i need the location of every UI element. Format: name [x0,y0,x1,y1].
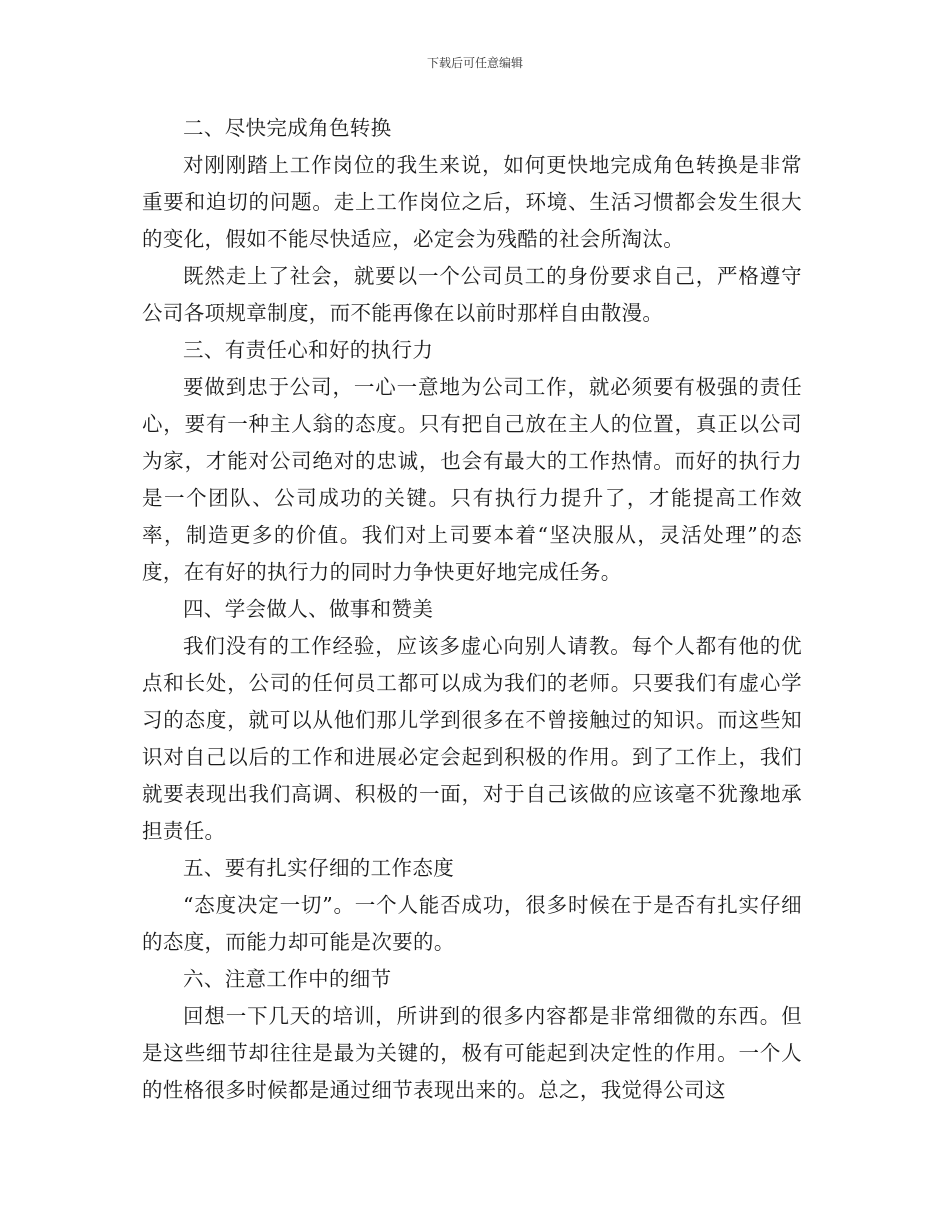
paragraph: 对刚刚踏上工作岗位的我生来说，如何更快地完成角色转换是非常重要和迫切的问题。走上工作岗位之后，环境、生活习惯都会发生很大的变化，假如不能尽快适应，必定会为残酷的社会所淘汰。 [142,153,802,251]
section-heading-2: 二、尽快完成角色转换 [183,116,392,140]
section-heading-6: 六、注意工作中的细节 [183,967,392,991]
paragraph: “态度决定一切”。一个人能否成功，很多时候在于是否有扎实仔细的态度，而能力却可能是次要的。 [142,893,802,954]
document-body [142,110,802,1109]
paragraph: 既然走上了社会，就要以一个公司员工的身份要求自己，严格遵守公司各项规章制度，而不能再像在以前时那样自由散漫。 [142,264,802,325]
section-heading-4: 四、学会做人、做事和赞美 [183,597,434,621]
paragraph: 要做到忠于公司，一心一意地为公司工作，就必须要有极强的责任心，要有一种主人翁的态度。只有把自己放在主人的位置，真正以公司为家，才能对公司绝对的忠诚，也会有最大的工作热情。而好的执行力是一个团队、公司成功的关键。只有执行力提升了，才能提高工作效率，制造更多的价值。我们对上司要本着“坚决服从，灵活处理”的态度，在有好的执行力的同时力争快更好地完成任务。 [142,375,802,584]
section-heading-5: 五、要有扎实仔细的工作态度 [183,856,455,880]
paragraph: 我们没有的工作经验，应该多虚心向别人请教。每个人都有他的优点和长处，公司的任何员工都可以成为我们的老师。只要我们有虚心学习的态度，就可以从他们那儿学到很多在不曾接触过的知识。而这些知识对自己以后的工作和进展必定会起到积极的作用。到了工作上，我们就要表现出我们高调、积极的一面，对于自己该做的应该毫不犹豫地承担责任。 [142,634,802,843]
section-heading-3: 三、有责任心和好的执行力 [183,338,434,362]
header-note: 下载后可任意编辑 [426,56,523,70]
paragraph: 回想一下几天的培训，所讲到的很多内容都是非常细微的东西。但是这些细节却往往是最为关键的，极有可能起到决定性的作用。一个人的性格很多时候都是通过细节表现出来的。总之，我觉得公司这 [142,1004,802,1102]
